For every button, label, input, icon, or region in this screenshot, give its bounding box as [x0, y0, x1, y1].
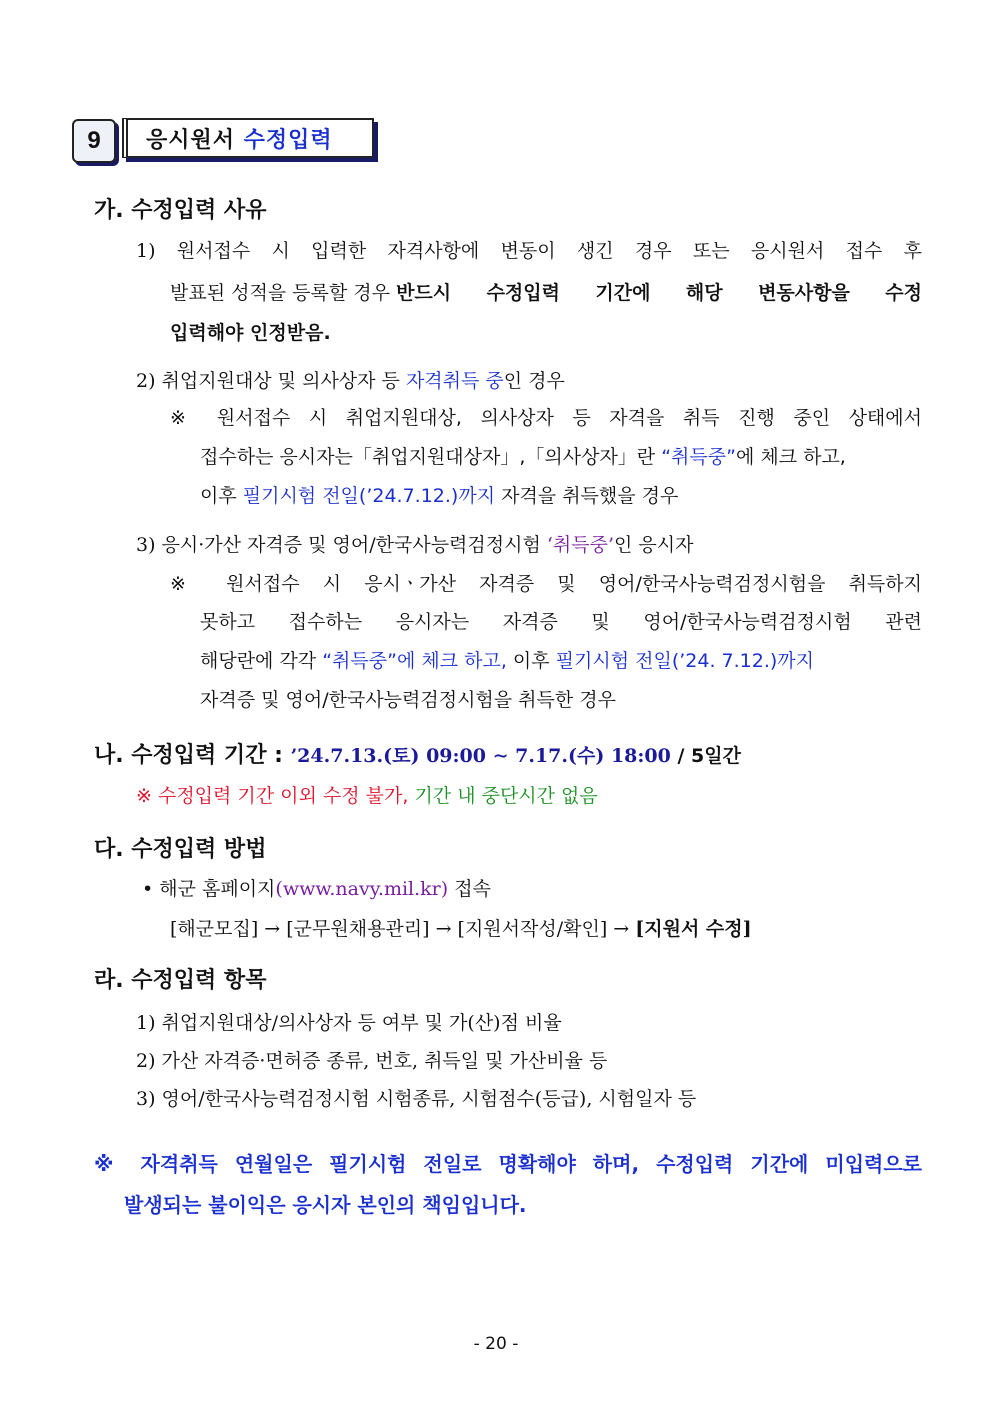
note3-line3-highlight1: “취득중”에 체크 하고, — [322, 650, 507, 672]
item2-text-highlight: 자격취득 중 — [405, 370, 504, 392]
note2-line2-highlight: “취득중” — [661, 446, 736, 468]
modification-period: ’24.7.13.(토) 09:00 ∼ 7.17.(수) 18:00 — [290, 745, 671, 767]
note3-line1-text: ※ 원서접수 시 응시ㆍ가산 자격증 및 영어/한국사능력검정시험을 취득하지 — [170, 573, 922, 595]
note2-line2-c: 에 체크 하고, — [735, 446, 846, 468]
item1-line1-text: 1) 원서접수 시 입력한 자격사항에 변동이 생긴 경우 또는 응시원서 접수 후 — [136, 240, 922, 262]
heading-na: 나. 수정입력 기간 : — [94, 743, 291, 768]
item1-line3: 입력해야 인정받음. — [170, 322, 331, 344]
note2-line2-a: 접수하는 응시자는「취업지원대상자」,「의사상자」란 — [200, 446, 662, 468]
note3-line2-text: 못하고 접수하는 응시자는 자격증 및 영어/한국사능력검정시험 관련 — [200, 611, 922, 633]
modification-days: / 5일간 — [670, 745, 741, 767]
na-note-green: 기간 내 중단시간 없음 — [408, 785, 598, 807]
heading-na-line — [94, 738, 741, 769]
da-line1 — [142, 874, 491, 901]
section-title-prefix: 응시원서 — [146, 127, 244, 153]
ra-item-2: 2) 가산 자격증·면허증 종류, 번호, 취득일 및 가산비율 등 — [136, 1050, 608, 1072]
note2-line1 — [170, 403, 922, 430]
heading-ra: 라. 수정입력 항목 — [94, 968, 267, 993]
section-title-highlight: 수정입력 — [243, 127, 333, 153]
item2-line — [136, 366, 565, 393]
item1-line2-plain: 발표된 성적을 등록할 경우 — [170, 282, 397, 304]
note2-line3-a: 이후 — [200, 485, 243, 507]
note3-line4: 자격증 및 영어/한국사능력검정시험을 취득한 경우 — [200, 689, 616, 711]
item1-line2 — [170, 278, 922, 305]
item2-text-a: 2) 취업지원대상 및 의사상자 등 — [136, 370, 406, 392]
note2-line2 — [200, 442, 922, 469]
na-note-red: ※ 수정입력 기간 이외 수정 불가, — [136, 785, 409, 807]
note3-line3 — [200, 646, 922, 673]
section-title-box — [122, 118, 374, 158]
da-line1-a: • 해군 홈페이지 — [142, 878, 276, 900]
item3-line — [136, 530, 694, 557]
da-line2 — [170, 914, 752, 941]
final-note-line1 — [94, 1148, 922, 1177]
item2-text-c: 인 경우 — [503, 370, 565, 392]
final-note-line2: 발생되는 불이익은 응시자 본인의 책임입니다. — [124, 1193, 527, 1217]
section-number-box — [72, 119, 116, 163]
heading-da: 다. 수정입력 방법 — [94, 837, 267, 862]
navy-homepage-link[interactable]: (www.navy.mil.kr) — [275, 878, 449, 900]
note2-line3-highlight: 필기시험 전일(’24.7.12.)까지 — [242, 485, 496, 507]
note3-line1 — [170, 569, 922, 596]
item3-text-highlight: ‘취득중’ — [546, 534, 615, 556]
ra-item-1: 1) 취업지원대상/의사상자 등 여부 및 가(산)점 비율 — [136, 1012, 562, 1034]
item3-text-a: 3) 응시·가산 자격증 및 영어/한국사능력검정시험 — [136, 534, 547, 556]
da-menu-final: [지원서 수정] — [635, 918, 752, 940]
section-number: 9 — [87, 127, 101, 154]
note2-line3 — [200, 481, 678, 508]
item1-line2-bold: 반드시 수정입력 기간에 해당 변동사항을 수정 — [396, 282, 922, 304]
note2-line3-c: 자격을 취득했을 경우 — [495, 485, 679, 507]
item1-line1 — [136, 236, 922, 263]
note3-line2 — [200, 607, 922, 634]
page-number: - 20 - — [473, 1334, 519, 1354]
note3-line3-highlight2: 필기시험 전일(’24. 7.12.)까지 — [555, 650, 814, 672]
heading-ga: 가. 수정입력 사유 — [94, 198, 267, 223]
na-note — [136, 781, 598, 808]
da-menu-path: [해군모집] → [군무원채용관리] → [지원서작성/확인] → — [170, 918, 636, 940]
da-line1-c: 접속 — [448, 878, 491, 900]
note2-line1-text: ※ 원서접수 시 취업지원대상, 의사상자 등 자격을 취득 진행 중인 상태에서 — [170, 407, 922, 429]
note3-line3-c: 이후 — [506, 650, 556, 672]
final-note-line1-text: ※ 자격취득 연월일은 필기시험 전일로 명확해야 하며, 수정입력 기간에 미입력으로 — [94, 1152, 922, 1176]
note3-line3-a: 해당란에 각각 — [200, 650, 323, 672]
item3-text-c: 인 응시자 — [614, 534, 694, 556]
ra-item-3: 3) 영어/한국사능력검정시험 시험종류, 시험점수(등급), 시험일자 등 — [136, 1088, 697, 1110]
